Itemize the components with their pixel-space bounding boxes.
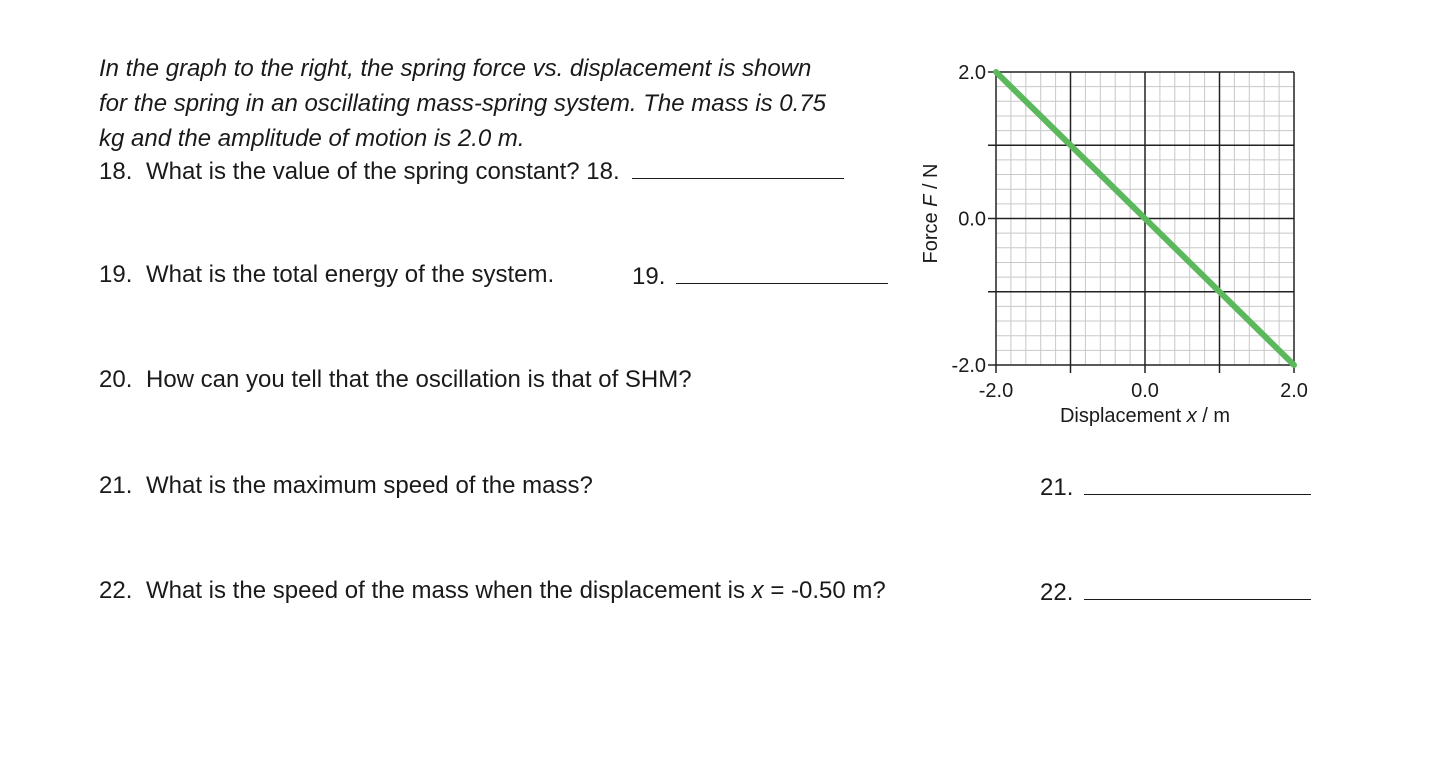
question-variable: x [751, 577, 764, 604]
x-tick-label: 2.0 [1280, 380, 1308, 402]
answer-label: 22. [1040, 579, 1074, 606]
question-text-after: = -0.50 m? [763, 577, 886, 604]
y-axis-label: Force F / N [920, 163, 942, 264]
answer-blank-19[interactable] [676, 261, 888, 284]
question-number: 19. [99, 261, 133, 288]
answer-19 [632, 261, 888, 291]
intro-line-3: kg and the amplitude of motion is 2.0 m. [99, 125, 525, 152]
question-text: What is the maximum speed of the mass? [146, 472, 593, 499]
y-tick-label: 0.0 [958, 208, 986, 231]
y-tick-label: -2.0 [951, 355, 986, 377]
answer-blank-22[interactable] [1084, 577, 1311, 600]
intro-line-1: In the graph to the right, the spring force vs. displacement is shown [99, 55, 812, 82]
question-21 [99, 472, 593, 500]
question-20 [99, 366, 692, 394]
question-text: How can you tell that the oscillation is that of SHM? [146, 366, 692, 393]
intro-line-2: for the spring in an oscillating mass-spring system. The mass is 0.75 [99, 90, 826, 117]
answer-22 [1040, 577, 1311, 607]
question-text: What is the value of the spring constant? 18. [146, 158, 620, 185]
answer-21 [1040, 472, 1311, 502]
y-tick-label: 2.0 [958, 62, 986, 84]
answer-blank-21[interactable] [1084, 472, 1311, 495]
question-text: What is the total energy of the system. [146, 261, 555, 288]
question-text-before: What is the speed of the mass when the displacement is [146, 577, 752, 604]
chart-ticks [988, 72, 1294, 373]
question-number: 21. [99, 472, 133, 499]
question-22 [99, 577, 886, 605]
x-axis-label: Displacement x / m [1059, 405, 1231, 427]
question-number: 18. [99, 158, 133, 185]
question-number: 22. [99, 577, 133, 604]
force-displacement-chart [910, 50, 1330, 440]
intro-paragraph [99, 51, 826, 156]
question-19 [99, 261, 554, 289]
answer-blank-18[interactable] [632, 156, 844, 179]
answer-label: 21. [1040, 474, 1074, 501]
question-18 [99, 156, 844, 186]
question-number: 20. [99, 366, 133, 393]
answer-label: 19. [632, 263, 666, 290]
x-tick-label: 0.0 [1131, 380, 1159, 402]
x-tick-label: -2.0 [978, 380, 1014, 402]
